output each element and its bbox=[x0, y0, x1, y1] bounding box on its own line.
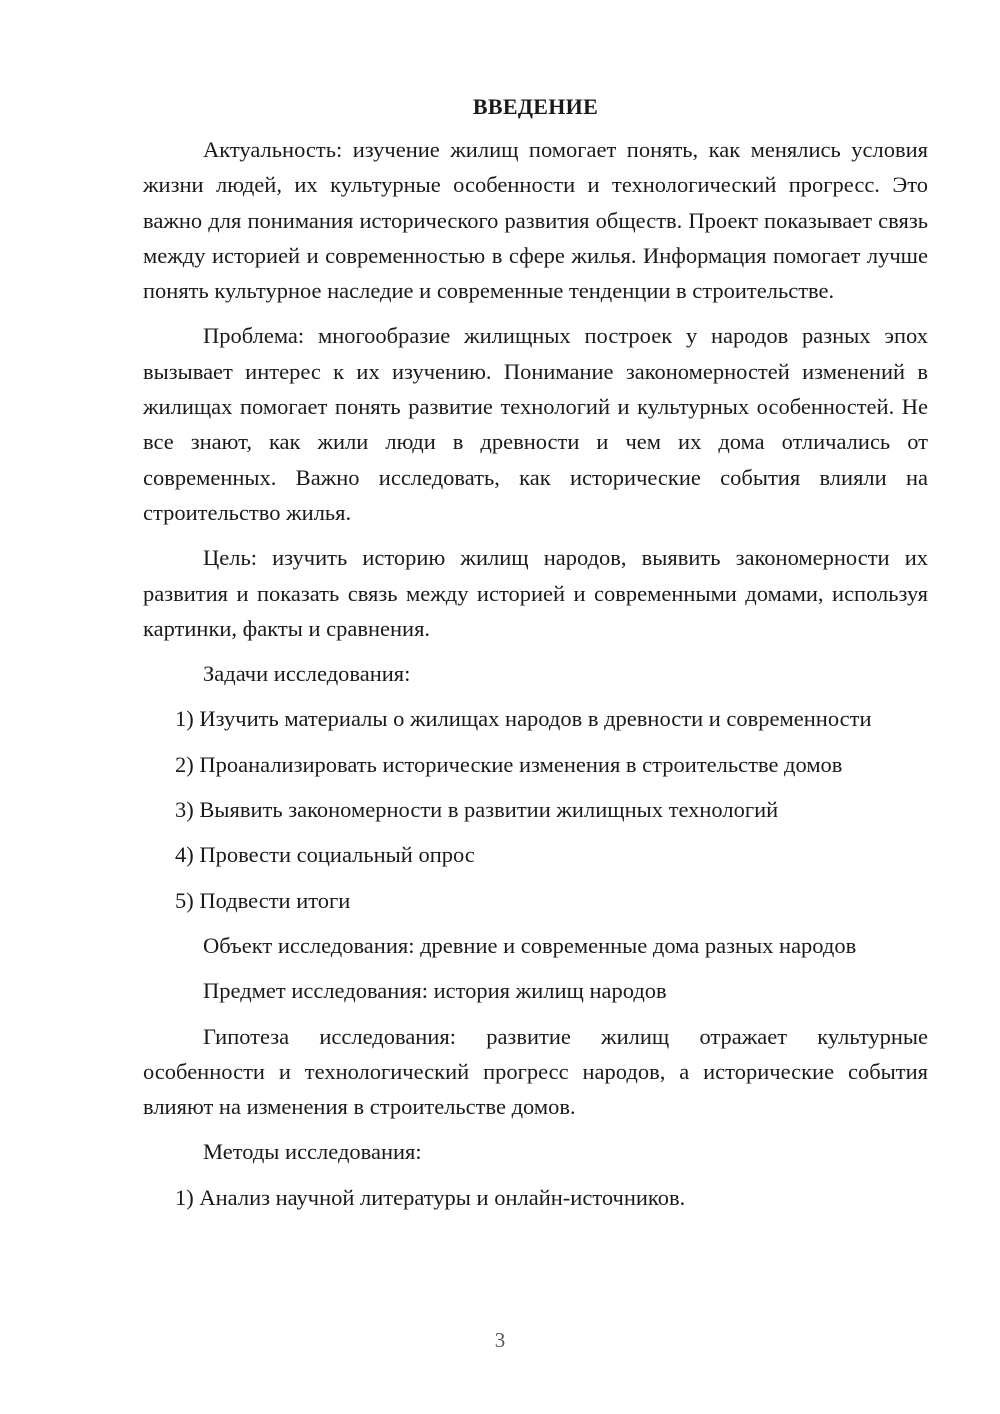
task-item: 2) Проанализировать исторические изменения в строительстве домов bbox=[175, 751, 843, 777]
object-paragraph: Объект исследования: древние и современные дома разных народов bbox=[203, 932, 857, 958]
problem-paragraph: Проблема: многообразие жилищных построек у народов разных эпох вызывает интерес к их изучению. Понимание закономерностей изменений в жилищах помогает понять развитие технологий и культурных особенностей. Не все знают, как жили люди в древности и чем их дома отличались от современных. Важно исследовать, как исторические события влияли на строительство жилья. bbox=[143, 323, 928, 525]
relevance-paragraph: Актуальность: изучение жилищ помогает понять, как менялись условия жизни людей, их культурные особенности и технологический прогресс. Это важно для понимания исторического развития обществ. Проект показывает связь между историей и современностью в сфере жилья. Информация помогает лучше понять культурное наследие и современные тенденции в строительстве. bbox=[143, 137, 928, 304]
hypothesis-paragraph: Гипотеза исследования: развитие жилищ отражает культурные особенности и технологический прогресс народов, а исторические события влияют на изменения в строительстве домов. bbox=[143, 1023, 928, 1120]
page-title: ВВЕДЕНИЕ bbox=[472, 94, 599, 119]
task-item: 5) Подвести итоги bbox=[175, 887, 351, 913]
task-item: 1) Изучить материалы о жилищах народов в древности и современности bbox=[175, 706, 872, 732]
task-item: 4) Провести социальный опрос bbox=[175, 842, 475, 868]
goal-paragraph: Цель: изучить историю жилищ народов, выявить закономерности их развития и показать связь между историей и современными домами, используя картинки, факты и сравнения. bbox=[143, 545, 928, 641]
page-number: 3 bbox=[494, 1328, 506, 1352]
page-content bbox=[143, 94, 928, 1225]
method-item: 1) Анализ научной литературы и онлайн-источников. bbox=[175, 1184, 686, 1210]
tasks-heading: Задачи исследования: bbox=[203, 661, 411, 687]
methods-heading: Методы исследования: bbox=[203, 1139, 422, 1165]
subject-paragraph: Предмет исследования: история жилищ народов bbox=[203, 978, 667, 1004]
task-item: 3) Выявить закономерности в развитии жилищных технологий bbox=[175, 797, 779, 823]
